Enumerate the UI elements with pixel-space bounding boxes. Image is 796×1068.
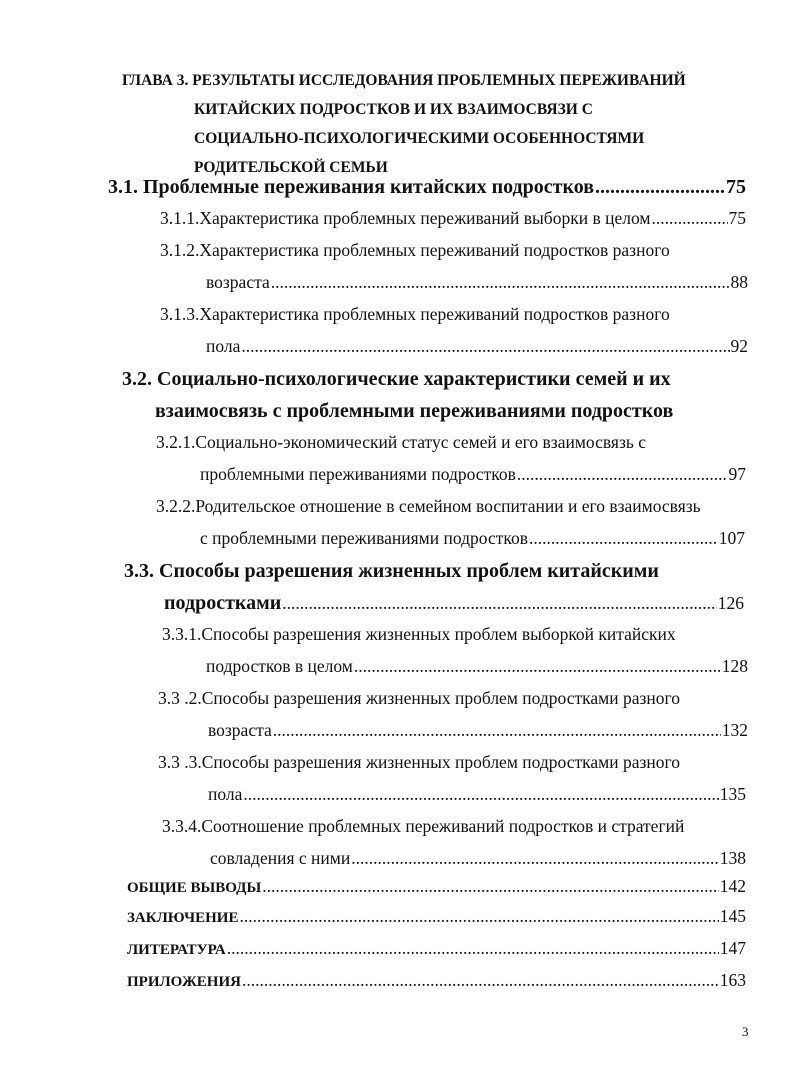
toc-entry-literature[interactable] <box>127 938 746 959</box>
dot-leader <box>517 464 728 485</box>
dot-leader <box>651 208 727 229</box>
toc-page-number: 97 <box>728 464 746 484</box>
toc-page-number: 142 <box>719 876 746 896</box>
toc-entry-3-3-3[interactable] <box>208 784 746 805</box>
toc-entry-3-1-3-line-1: 3.1.3.Характеристика проблемных переживаний подростков разного <box>160 304 670 324</box>
dot-leader <box>273 720 721 741</box>
dot-leader <box>239 906 718 927</box>
toc-entry-3-2-line-2[interactable]: взаимосвязь с проблемными переживаниями подростков <box>155 400 674 422</box>
toc-page-number: 132 <box>721 720 748 740</box>
toc-page-number: 147 <box>719 938 746 958</box>
toc-entry-3-3-2-line-1: 3.3 .2.Способы разрешения жизненных проблем подростками разного <box>158 688 680 708</box>
chapter-title-line-4: РОДИТЕЛЬСКОЙ СЕМЬИ <box>194 159 388 176</box>
toc-entry-3-1-1[interactable] <box>160 208 746 229</box>
toc-entry-3-3-1[interactable] <box>206 656 748 677</box>
toc-entry-title: ЛИТЕРАТУРА <box>127 942 226 958</box>
toc-entry-3-2-2[interactable] <box>200 528 745 549</box>
toc-entry-title: 3.1. Проблемные переживания китайских подростков <box>108 176 595 198</box>
chapter-title-line-1: ГЛАВА 3. РЕЗУЛЬТАТЫ ИССЛЕДОВАНИЯ ПРОБЛЕМНЫХ ПЕРЕЖИВАНИЙ <box>122 72 686 89</box>
toc-entry-title: подростков в целом <box>206 656 353 676</box>
dot-leader <box>243 784 718 805</box>
toc-page-number: 128 <box>721 656 748 676</box>
toc-entry-3-1[interactable] <box>108 176 746 199</box>
toc-entry-3-2-line-1[interactable]: 3.2. Социально-психологические характеристики семей и их <box>122 368 671 390</box>
toc-entry-title: пола <box>208 784 243 804</box>
page-number: 3 <box>742 1024 749 1039</box>
dot-leader <box>282 593 716 614</box>
dot-leader <box>351 848 719 869</box>
toc-entry-3-2-2-line-1: 3.2.2.Родительское отношение в семейном воспитании и его взаимосвязь <box>156 496 701 516</box>
toc-page-number: 88 <box>730 272 748 292</box>
toc-entry-title: проблемными переживаниями подростков <box>200 464 516 484</box>
toc-entry-title: совладения с ними <box>210 848 351 868</box>
toc-entry-3-3[interactable] <box>164 592 744 615</box>
toc-page-number: 107 <box>718 528 745 548</box>
toc-entry-title: возраста <box>206 272 270 292</box>
toc-entry-3-1-3[interactable] <box>206 336 748 357</box>
dot-leader <box>242 970 719 991</box>
toc-entry-title: ПРИЛОЖЕНИЯ <box>127 974 241 990</box>
toc-entry-3-1-2[interactable] <box>206 272 748 293</box>
chapter-title-line-3: СОЦИАЛЬНО-ПСИХОЛОГИЧЕСКИМИ ОСОБЕННОСТЯМИ <box>194 130 645 147</box>
dot-leader <box>354 656 721 677</box>
toc-entry-appendix[interactable] <box>127 970 746 991</box>
toc-page-number: 163 <box>719 970 746 990</box>
toc-entry-title: подростками <box>164 592 282 614</box>
toc-entry-3-2-1[interactable] <box>200 464 746 485</box>
toc-entry-title: 3.1.1.Характеристика проблемных переживаний выборки в целом <box>160 208 651 228</box>
toc-page-number: 138 <box>719 848 746 868</box>
dot-leader <box>262 876 719 897</box>
toc-entry-3-3-line-1: 3.3. Способы разрешения жизненных проблем китайскими <box>124 560 659 582</box>
toc-entry-title: с проблемными переживаниями подростков <box>200 528 528 548</box>
toc-page-number: 92 <box>730 336 748 356</box>
dot-leader <box>595 176 725 199</box>
dot-leader <box>529 528 718 549</box>
toc-entry-summary[interactable] <box>127 906 746 927</box>
toc-entry-3-3-2[interactable] <box>208 720 748 741</box>
toc-page-number: 135 <box>719 784 746 804</box>
toc-entry-conclusions[interactable] <box>127 876 746 897</box>
chapter-title-line-2: КИТАЙСКИХ ПОДРОСТКОВ И ИХ ВЗАИМОСВЯЗИ С <box>194 101 593 118</box>
toc-page-number: 145 <box>719 906 746 926</box>
toc-entry-3-3-4-line-1: 3.3.4.Соотношение проблемных переживаний подростков и стратегий <box>162 816 685 836</box>
toc-page-number: 75 <box>726 176 746 198</box>
toc-entry-title: ОБЩИЕ ВЫВОДЫ <box>127 880 262 896</box>
toc-entry-title: пола <box>206 336 241 356</box>
toc-entry-3-2-1-line-1: 3.2.1.Социально-экономический статус семей и его взаимосвязь с <box>156 432 646 452</box>
toc-page-number: 75 <box>728 208 746 228</box>
toc-entry-3-1-2-line-1: 3.1.2.Характеристика проблемных переживаний подростков разного <box>160 240 670 260</box>
dot-leader <box>271 272 730 293</box>
toc-entry-3-3-4[interactable] <box>210 848 746 869</box>
toc-page-number: 126 <box>717 593 744 613</box>
toc-entry-3-3-3-line-1: 3.3 .3.Способы разрешения жизненных проблем подростками разного <box>158 752 680 772</box>
toc-entry-3-3-1-line-1: 3.3.1.Способы разрешения жизненных проблем выборкой китайских <box>162 624 676 644</box>
toc-entry-title: возраста <box>208 720 272 740</box>
dot-leader <box>241 336 729 357</box>
toc-entry-title: ЗАКЛЮЧЕНИЕ <box>127 910 239 926</box>
dot-leader <box>227 938 719 959</box>
